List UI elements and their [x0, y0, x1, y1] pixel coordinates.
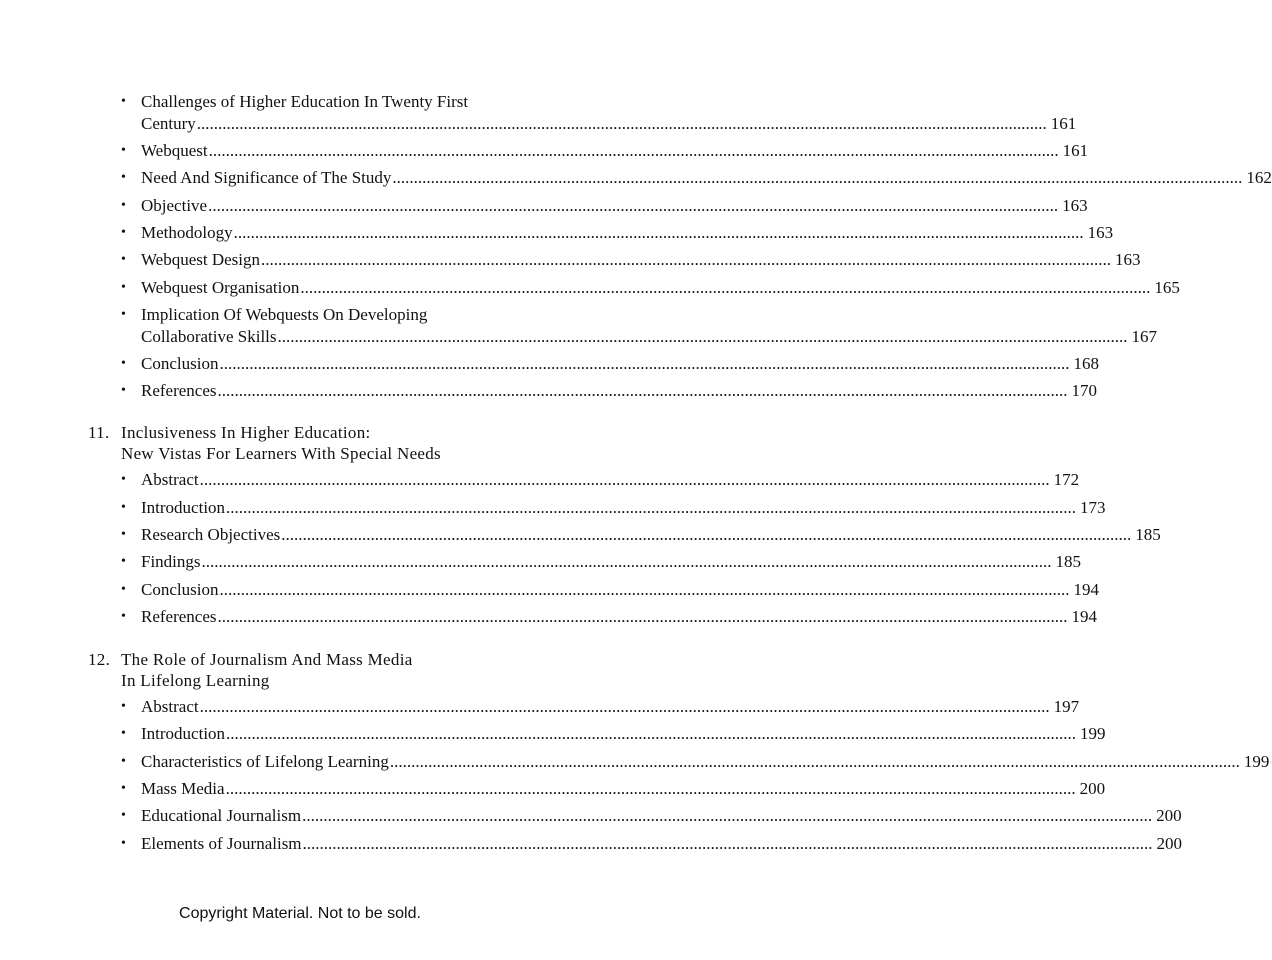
toc-entry-title: References — [141, 607, 217, 626]
toc-page-number: 185 — [1135, 525, 1161, 544]
toc-entry-leader — [141, 277, 1180, 299]
toc-entry-leader — [141, 469, 1080, 491]
chapter-title: Inclusiveness In Higher Education: — [121, 423, 371, 442]
dot-leader: ........................................................................................................................................................................................................ — [226, 498, 1077, 517]
bullet-icon: • — [121, 356, 126, 371]
chapter-number: 11. — [88, 423, 110, 442]
toc-entry-leader — [141, 249, 1141, 271]
toc-entry-title: Characteristics of Lifelong Learning — [141, 752, 389, 771]
dot-leader: ........................................................................................................................................................................................................ — [199, 470, 1050, 489]
bullet-icon: • — [121, 307, 126, 322]
toc-entry-leader — [141, 723, 1106, 745]
toc-page-number: 200 — [1156, 834, 1183, 853]
toc-page-number: 172 — [1053, 470, 1080, 489]
bullet-icon: • — [121, 143, 126, 158]
chapter-title: New Vistas For Learners With Special Needs — [121, 444, 441, 463]
dot-leader: ........................................................................................................................................................................................................ — [208, 141, 1059, 160]
toc-entry-title: References — [141, 381, 217, 400]
bullet-icon: • — [121, 527, 126, 542]
toc-entry-title: Objective — [141, 196, 208, 215]
toc-entry-leader — [141, 222, 1114, 244]
toc-entry-leader — [141, 551, 1082, 573]
toc-entry-title: Need And Significance of The Study — [141, 168, 392, 187]
dot-leader: ........................................................................................................................................................................................................ — [233, 223, 1084, 242]
chapter-number: 12. — [88, 650, 111, 669]
bullet-icon: • — [121, 225, 126, 240]
toc-entry-leader — [141, 195, 1088, 217]
dot-leader: ........................................................................................................................................................................................................ — [225, 779, 1076, 798]
toc-page-number: 194 — [1071, 607, 1098, 626]
toc-entry-leader — [141, 497, 1106, 519]
toc-entry-leader — [141, 524, 1161, 546]
toc-page-number: 194 — [1073, 580, 1099, 599]
bullet-icon: • — [121, 836, 126, 851]
toc-entry-leader — [141, 751, 1270, 773]
dot-leader: ........................................................................................................................................................................................................ — [261, 250, 1112, 269]
toc-entry-title: Introduction — [141, 498, 226, 517]
toc-entry-title: Implication Of Webquests On Developing — [141, 305, 428, 324]
toc-page-number: 199 — [1243, 752, 1270, 771]
toc-entry-leader — [141, 140, 1089, 162]
dot-leader: ........................................................................................................................................................................................................ — [201, 552, 1052, 571]
toc-entry-title: Webquest — [141, 141, 208, 160]
toc-page-number: 161 — [1062, 141, 1089, 160]
toc-page-number: 197 — [1053, 697, 1080, 716]
toc-entry-title: Webquest Design — [141, 250, 261, 269]
bullet-icon: • — [121, 472, 126, 487]
toc-entry-leader — [141, 353, 1099, 375]
toc-page-number: 163 — [1087, 223, 1114, 242]
bullet-icon: • — [121, 383, 126, 398]
toc-entry-leader — [141, 167, 1272, 189]
dot-leader: ........................................................................................................................................................................................................ — [196, 114, 1047, 133]
dot-leader: ........................................................................................................................................................................................................ — [219, 580, 1070, 599]
toc-entry-leader — [141, 380, 1098, 402]
toc-page-number: 168 — [1073, 354, 1099, 373]
toc-entry-leader — [141, 805, 1182, 827]
toc-entry-title: Elements of Journalism — [141, 834, 302, 853]
bullet-icon: • — [121, 781, 126, 796]
bullet-icon: • — [121, 198, 126, 213]
dot-leader: ........................................................................................................................................................................................................ — [199, 697, 1050, 716]
toc-page-number: 173 — [1080, 498, 1106, 517]
bullet-icon: • — [121, 808, 126, 823]
toc-entry-title: Mass Media — [141, 779, 225, 798]
toc-entry-title: Collaborative Skills — [141, 327, 277, 346]
toc-page-number: 185 — [1055, 552, 1082, 571]
toc-page-number: 167 — [1131, 327, 1158, 346]
dot-leader: ........................................................................................................................................................................................................ — [302, 806, 1153, 825]
toc-entry-title: Webquest Organisation — [141, 278, 300, 297]
dot-leader: ........................................................................................................................................................................................................ — [300, 278, 1151, 297]
dot-leader: ........................................................................................................................................................................................................ — [219, 354, 1070, 373]
dot-leader: ........................................................................................................................................................................................................ — [302, 834, 1153, 853]
toc-page-number: 165 — [1154, 278, 1180, 297]
dot-leader: ........................................................................................................................................................................................................ — [217, 607, 1068, 626]
toc-entry-title: Abstract — [141, 470, 199, 489]
toc-entry-title: Methodology — [141, 223, 233, 242]
toc-entry-title: Educational Journalism — [141, 806, 302, 825]
toc-entry-title: Findings — [141, 552, 201, 571]
bullet-icon: • — [121, 94, 126, 109]
bullet-icon: • — [121, 699, 126, 714]
dot-leader: ........................................................................................................................................................................................................ — [281, 525, 1132, 544]
toc-page-number: 200 — [1079, 779, 1106, 798]
toc-entry-leader — [141, 579, 1099, 601]
toc-entry-leader — [141, 326, 1158, 348]
toc-entry-title: Century — [141, 114, 196, 133]
toc-entry-title: Conclusion — [141, 580, 219, 599]
toc-entry-leader — [141, 833, 1183, 855]
bullet-icon: • — [121, 280, 126, 295]
copyright-footer: Copyright Material. Not to be sold. — [179, 905, 421, 922]
dot-leader: ........................................................................................................................................................................................................ — [277, 327, 1128, 346]
bullet-icon: • — [121, 500, 126, 515]
chapter-title: In Lifelong Learning — [121, 671, 270, 690]
dot-leader: ........................................................................................................................................................................................................ — [208, 196, 1059, 215]
bullet-icon: • — [121, 170, 126, 185]
dot-leader: ........................................................................................................................................................................................................ — [389, 752, 1240, 771]
toc-page-number: 200 — [1156, 806, 1182, 825]
dot-leader: ........................................................................................................................................................................................................ — [226, 724, 1077, 743]
toc-entry-title: Introduction — [141, 724, 226, 743]
toc-entry-leader — [141, 113, 1077, 135]
toc-page-number: 161 — [1050, 114, 1077, 133]
dot-leader: ........................................................................................................................................................................................................ — [217, 381, 1068, 400]
bullet-icon: • — [121, 582, 126, 597]
bullet-icon: • — [121, 726, 126, 741]
toc-entry-leader — [141, 696, 1080, 718]
toc-entry-leader — [141, 606, 1098, 628]
toc-entry-title: Research Objectives — [141, 525, 281, 544]
bullet-icon: • — [121, 554, 126, 569]
toc-page-number: 162 — [1246, 168, 1272, 187]
toc-entry-leader — [141, 778, 1106, 800]
bullet-icon: • — [121, 754, 126, 769]
chapter-title: The Role of Journalism And Mass Media — [121, 650, 413, 669]
bullet-icon: • — [121, 609, 126, 624]
toc-entry-title: Abstract — [141, 697, 199, 716]
toc-page-number: 163 — [1062, 196, 1088, 215]
toc-page-number: 163 — [1115, 250, 1141, 269]
dot-leader: ........................................................................................................................................................................................................ — [392, 168, 1243, 187]
bullet-icon: • — [121, 252, 126, 267]
toc-entry-title: Challenges of Higher Education In Twenty First — [141, 92, 469, 111]
toc-page-number: 170 — [1071, 381, 1098, 400]
toc-page-number: 199 — [1080, 724, 1106, 743]
toc-entry-title: Conclusion — [141, 354, 219, 373]
